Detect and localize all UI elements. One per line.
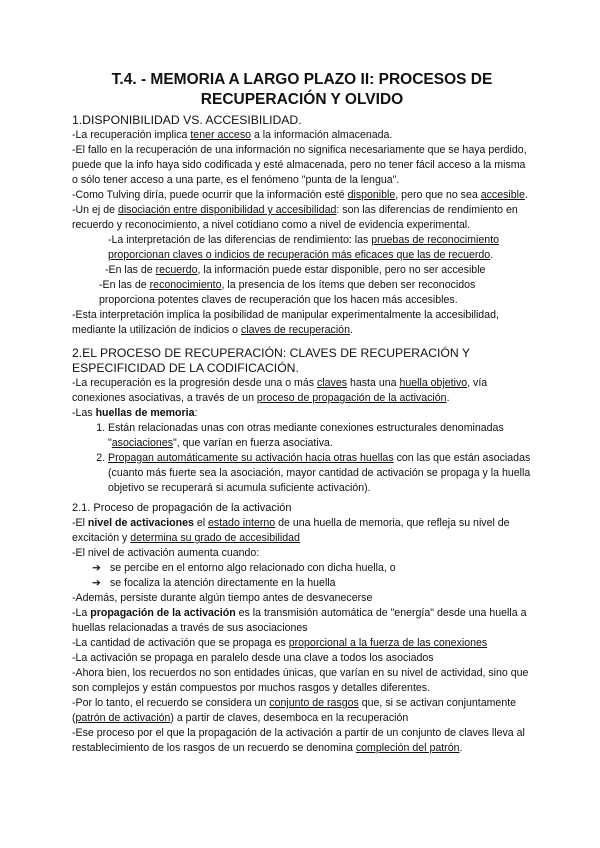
paragraph: -Un ej de disociación entre disponibilidad y accesibilidad: son las diferencias de rendimiento en recuerdo y reconocimiento, a nivel cotidiano como a nivel de evidencia experimental. <box>72 204 518 231</box>
paragraph: -Las huellas de memoria: <box>72 407 198 419</box>
paragraph: -Esta interpretación implica la posibilidad de manipular experimentalmente la accesibilidad, mediante la utilización de indicios o claves de recuperación. <box>72 309 499 336</box>
arrow-icon: ➔ <box>92 562 101 574</box>
paragraph: -La propagación de la activación es la transmisión automática de "energía" desde una huella a huellas relacionadas a través de sus asociaciones <box>72 607 527 634</box>
indented-paragraph: -La interpretación de las diferencias de rendimiento: las pruebas de reconocimiento proporcionan claves o indicios de recuperación más eficaces que las de recuerdo. <box>108 234 500 261</box>
paragraph: -La recuperación implica tener acceso a la información almacenada. <box>72 129 393 141</box>
arrow-icon: ➔ <box>92 577 101 589</box>
arrow-list-item: ➔ se focaliza la atención directamente en la huella <box>92 577 336 589</box>
paragraph: -Además, persiste durante algún tiempo antes de desvanecerse <box>72 592 373 604</box>
numbered-list <box>72 421 532 496</box>
paragraph: -Por lo tanto, el recuerdo se considera un conjunto de rasgos que, si se activan conjuntamente (patrón de activación) a partir de claves, desemboca en la recuperación <box>72 697 517 724</box>
document-title <box>72 70 532 110</box>
paragraph: -Ese proceso por el que la propagación de la activación a partir de un conjunto de claves lleva al restablecimiento de los rasgos de un recuerdo se denomina compleción del patrón. <box>72 727 525 754</box>
indented-paragraph: -En las de recuerdo, la información puede estar disponible, pero no ser accesible <box>105 264 486 276</box>
list-item: 1. Están relacionadas unas con otras mediante conexiones estructurales denominadas "asociaciones", que varían en fuerza asociativa. <box>108 421 532 451</box>
section-2-1-heading: 2.1. Proceso de propagación de la activación <box>72 502 292 514</box>
paragraph: -Ahora bien, los recuerdos no son entidades únicas, que varían en su nivel de actividad, sino que son complejos y están compuestos por muchos rasgos y detalles diferentes. <box>72 667 529 694</box>
indented-paragraph: -En las de reconocimiento, la presencia de los ítems que deben ser reconocidos proporciona potentes claves de recuperación que los hacen más accesibles. <box>99 279 476 306</box>
section-2-heading: 2.EL PROCESO DE RECUPERACIÓN: CLAVES DE RECUPERACIÓN Y ESPECIFICIDAD DE LA CODIFICACIÓN. <box>72 346 470 375</box>
paragraph: -La cantidad de activación que se propaga es proporcional a la fuerza de las conexiones <box>72 637 488 649</box>
title-line-1: T.4. - MEMORIA A LARGO PLAZO II: PROCESOS DE <box>111 71 493 88</box>
title-line-2: RECUPERACIÓN Y OLVIDO <box>200 91 404 108</box>
paragraph: -La activación se propaga en paralelo desde una clave a todos los asociados <box>72 652 434 664</box>
paragraph: -El nivel de activación aumenta cuando: <box>72 547 260 559</box>
section-1-heading: 1.DISPONIBILIDAD VS. ACCESIBILIDAD. <box>72 113 302 127</box>
paragraph: -Como Tulving diría, puede ocurrir que la información esté disponible, pero que no sea accesible. <box>72 189 528 201</box>
list-item: 2. Propagan automáticamente su activación hacia otras huellas con las que están asociadas (cuanto más fuerte sea la asociación, mayor cantidad de activación se propaga y la huella objetivo se recuperará si acumula suficiente activación). <box>108 451 532 496</box>
paragraph: -El fallo en la recuperación de una información no significa necesariamente que se haya perdido, puede que la info haya sido codificada y esté almacenada, pero no tener fácil acceso a la misma o sólo tener acceso a una parte, es el fenómeno "punta de la lengua". <box>72 144 527 186</box>
arrow-list-item: ➔ se percibe en el entorno algo relacionado con dicha huella, o <box>92 562 396 574</box>
paragraph: -El nivel de activaciones el estado interno de una huella de memoria, que refleja su nivel de excitación y determina su grado de accesibilidad <box>72 517 510 544</box>
document-page <box>72 70 532 756</box>
paragraph: -La recuperación es la progresión desde una o más claves hasta una huella objetivo, vía conexiones asociativas, a través de un proceso de propagación de la activación. <box>72 377 488 404</box>
